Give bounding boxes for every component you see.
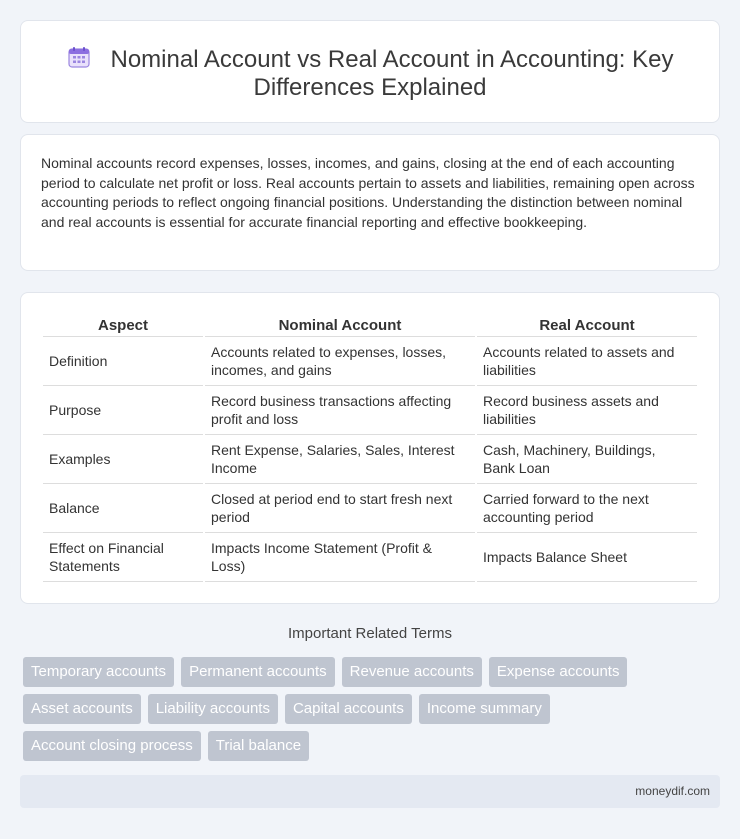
- table-row: [43, 435, 697, 484]
- summary-text: Nominal accounts record expenses, losses, incomes, and gains, closing at the end of each accounting period to calculate net profit or loss. Real accounts pertain to assets and liabilities, remaining open across accounting periods to reflect ongoing financial positions. Understanding the distinction between nominal and real accounts is essential for accurate financial reporting and effective bookkeeping.: [41, 155, 695, 230]
- term-tag[interactable]: Expense accounts: [489, 657, 628, 687]
- comparison-table: [41, 315, 699, 582]
- aspect-cell: Examples: [43, 435, 203, 484]
- table-row: [43, 386, 697, 435]
- summary-card: [20, 134, 720, 271]
- term-tag[interactable]: Liability accounts: [148, 694, 278, 724]
- nominal-cell: Accounts related to expenses, losses, incomes, and gains: [205, 337, 475, 386]
- related-terms-list: [23, 657, 723, 761]
- aspect-cell: Purpose: [43, 386, 203, 435]
- title-line-2: Differences Explained: [253, 74, 487, 101]
- aspect-cell: Definition: [43, 337, 203, 386]
- calendar-icon: [67, 45, 91, 69]
- header-nominal-account: Nominal Account: [205, 315, 475, 337]
- term-tag[interactable]: Capital accounts: [285, 694, 412, 724]
- title-line-1: Nominal Account vs Real Account in Accounting: Key: [110, 46, 674, 73]
- nominal-cell: Record business transactions affecting profit and loss: [205, 386, 475, 435]
- term-tag[interactable]: Account closing process: [23, 731, 201, 761]
- nominal-cell: Closed at period end to start fresh next period: [205, 484, 475, 533]
- real-cell: Carried forward to the next accounting period: [477, 484, 697, 533]
- footer-site[interactable]: moneydif.com: [635, 784, 710, 798]
- header-aspect: Aspect: [43, 315, 203, 337]
- aspect-cell: Effect on Financial Statements: [43, 533, 203, 582]
- aspect-cell: Balance: [43, 484, 203, 533]
- table-header-row: [43, 315, 697, 337]
- page-title: [21, 45, 719, 102]
- term-tag[interactable]: Income summary: [419, 694, 550, 724]
- real-cell: Accounts related to assets and liabilities: [477, 337, 697, 386]
- nominal-cell: Rent Expense, Salaries, Sales, Interest Income: [205, 435, 475, 484]
- term-tag[interactable]: Revenue accounts: [342, 657, 482, 687]
- table-row: [43, 533, 697, 582]
- term-tag[interactable]: Trial balance: [208, 731, 309, 761]
- term-tag[interactable]: Permanent accounts: [181, 657, 335, 687]
- term-tag[interactable]: Asset accounts: [23, 694, 141, 724]
- table-row: [43, 484, 697, 533]
- term-tag[interactable]: Temporary accounts: [23, 657, 174, 687]
- related-terms-heading: Important Related Terms: [288, 625, 452, 642]
- header-real-account: Real Account: [477, 315, 697, 337]
- real-cell: Record business assets and liabilities: [477, 386, 697, 435]
- real-cell: Cash, Machinery, Buildings, Bank Loan: [477, 435, 697, 484]
- nominal-cell: Impacts Income Statement (Profit & Loss): [205, 533, 475, 582]
- table-row: [43, 337, 697, 386]
- title-card: [20, 20, 720, 123]
- real-cell: Impacts Balance Sheet: [477, 533, 697, 582]
- comparison-table-card: [20, 292, 720, 604]
- footer: [20, 775, 720, 808]
